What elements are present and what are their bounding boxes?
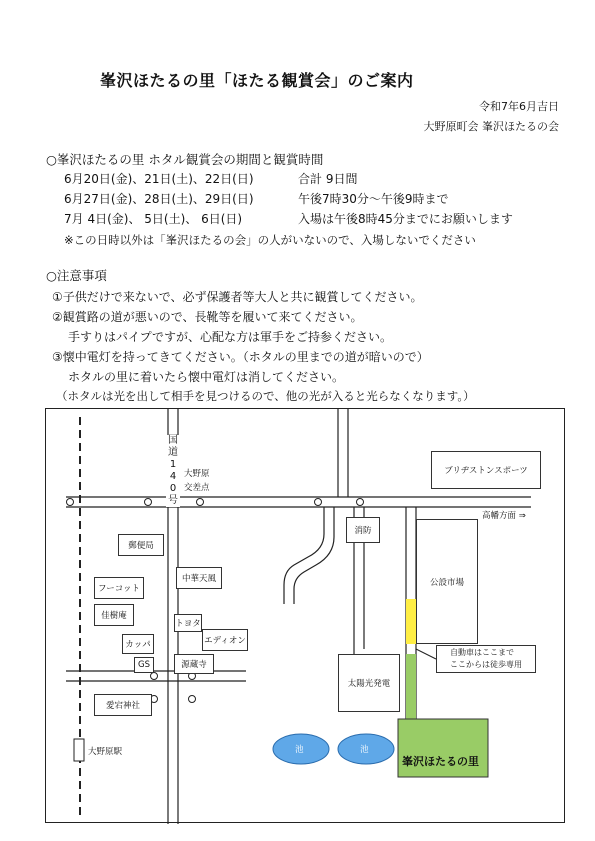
schedule-heading: ○峯沢ほたるの里 ホタル観賞会の期間と観賞時間 <box>46 152 324 167</box>
fire-station: 消防 <box>346 517 380 543</box>
edion-store: エディオン <box>202 629 248 651</box>
crossing-label: 大野原 交差点 <box>184 469 210 493</box>
pond-1-label: 池 <box>295 745 304 755</box>
page-title: 峯沢ほたるの里「ほたる観賞会」のご案内 <box>100 71 414 90</box>
schedule-note-3: 入場は午後8時45分までにお願いします <box>298 212 513 226</box>
kappa-store: カッパ <box>122 634 154 654</box>
atago-shrine: 愛宕神社 <box>94 694 152 716</box>
schedule-dates-2: 6月27日(金)、28日(土)、29日(日) <box>64 192 254 206</box>
junction-circle <box>357 499 364 506</box>
chinese-restaurant: 中華天風 <box>176 567 222 589</box>
station-block <box>74 739 84 761</box>
curved-road-inner <box>294 507 334 604</box>
walking-path-yellow <box>406 599 416 644</box>
highway-direction: 高幡方面 ⇒ <box>482 511 526 521</box>
schedule-note-1: 合計 9日間 <box>298 172 358 186</box>
foodcourt-store: フーコット <box>94 577 144 599</box>
note-item-3-reason: （ホタルは光を出して相手を見つけるので、他の光が入ると光らなくなります。） <box>56 389 475 403</box>
solar-power: 太陽光発電 <box>338 654 400 712</box>
note-item-3-sub: ホタルの里に着いたら懐中電灯は消してください。 <box>68 370 345 384</box>
junction-circle <box>67 499 74 506</box>
kaiju-restaurant: 佳樹庵 <box>94 604 134 626</box>
junction-circle <box>145 499 152 506</box>
pond-2-label: 池 <box>360 745 369 755</box>
route-140-label: 国 道 1 4 0 号 <box>168 435 178 506</box>
note-item-1: ①子供だけで来ないで、必ず保護者等大人と共に観賞してください。 <box>52 290 423 304</box>
toyota-dealer: トヨタ <box>174 614 202 632</box>
issue-date: 令和7年6月吉日 <box>479 100 559 113</box>
schedule-dates-1: 6月20日(金)、21日(土)、22日(日) <box>64 172 254 186</box>
gas-station: GS <box>134 657 154 673</box>
junction-circle <box>151 673 158 680</box>
post-office: 郵便局 <box>118 534 164 556</box>
note-pointer <box>416 649 436 659</box>
schedule-dates-3: 7月 4日(金)、 5日(土)、 6日(日) <box>64 212 243 226</box>
bridgestone-building: ブリヂストンスポーツ <box>431 451 541 489</box>
notes-heading: ○注意事項 <box>46 268 107 283</box>
curved-road-outer <box>284 507 324 604</box>
note-item-3: ③懐中電灯を持ってきてください。（ホタルの里までの道が暗いので） <box>52 350 429 364</box>
parking-note: 自動車はここまで ここからは徒歩専用 <box>436 645 536 673</box>
organizer: 大野原町会 峯沢ほたるの会 <box>423 120 559 133</box>
note-item-2-sub: 手すりはパイプですが、心配な方は軍手をご持参ください。 <box>68 330 393 344</box>
schedule-note-2: 午後7時30分～午後9時まで <box>298 192 449 206</box>
hotaru-site-label: 峯沢ほたるの里 <box>402 755 479 768</box>
ono-station-label: 大野原駅 <box>88 747 123 757</box>
temple: 源蔵寺 <box>174 654 214 674</box>
public-market: 公設市場 <box>416 519 478 644</box>
junction-circle <box>189 696 196 703</box>
junction-circle <box>315 499 322 506</box>
schedule-warning: ※この日時以外は「峯沢ほたるの会」の人がいないので、入場しないでください <box>64 233 476 247</box>
access-map <box>45 408 565 823</box>
note-item-2: ②観賞路の道が悪いので、長靴等を履いて来てください。 <box>52 310 363 324</box>
junction-circle <box>197 499 204 506</box>
